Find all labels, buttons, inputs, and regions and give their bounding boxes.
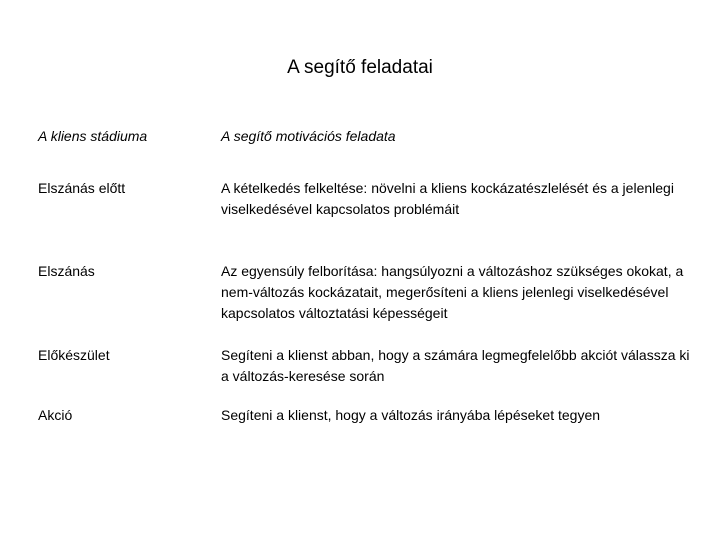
task-cell: Segíteni a klienst abban, hogy a számára legmegfelelőbb akciót válassza ki a változás-keresése során	[221, 347, 690, 384]
stage-cell: Elszánás	[38, 263, 95, 279]
stage-cell: Elszánás előtt	[38, 180, 126, 196]
stage-cell: Akció	[38, 407, 73, 423]
header-client-stage: A kliens stádiuma	[38, 128, 148, 144]
slide-title-text: A segítő feladatai	[287, 57, 433, 78]
table-row	[38, 405, 698, 435]
task-cell: Az egyensúly felborítása: hangsúlyozni a változáshoz szükséges okokat, a nem-változás kockázatait, megerősíteni a kliens jelenlegi viselkedésével kapcsolatos változtatási képességeit	[221, 263, 684, 321]
motivation-tasks-table	[38, 126, 698, 435]
slide-title	[0, 56, 720, 80]
stage-cell: Előkészület	[38, 347, 110, 363]
table-header-row	[38, 126, 698, 178]
task-cell: Segíteni a klienst, hogy a változás irányába lépéseket tegyen	[221, 407, 601, 423]
task-cell: A kételkedés felkeltése: növelni a kliens kockázatészlelését és a jelenlegi viselkedésével kapcsolatos problémáit	[221, 180, 674, 217]
table-row	[38, 178, 698, 261]
header-helper-task: A segítő motivációs feladata	[221, 128, 396, 144]
table-row	[38, 261, 698, 345]
table-row	[38, 345, 698, 405]
